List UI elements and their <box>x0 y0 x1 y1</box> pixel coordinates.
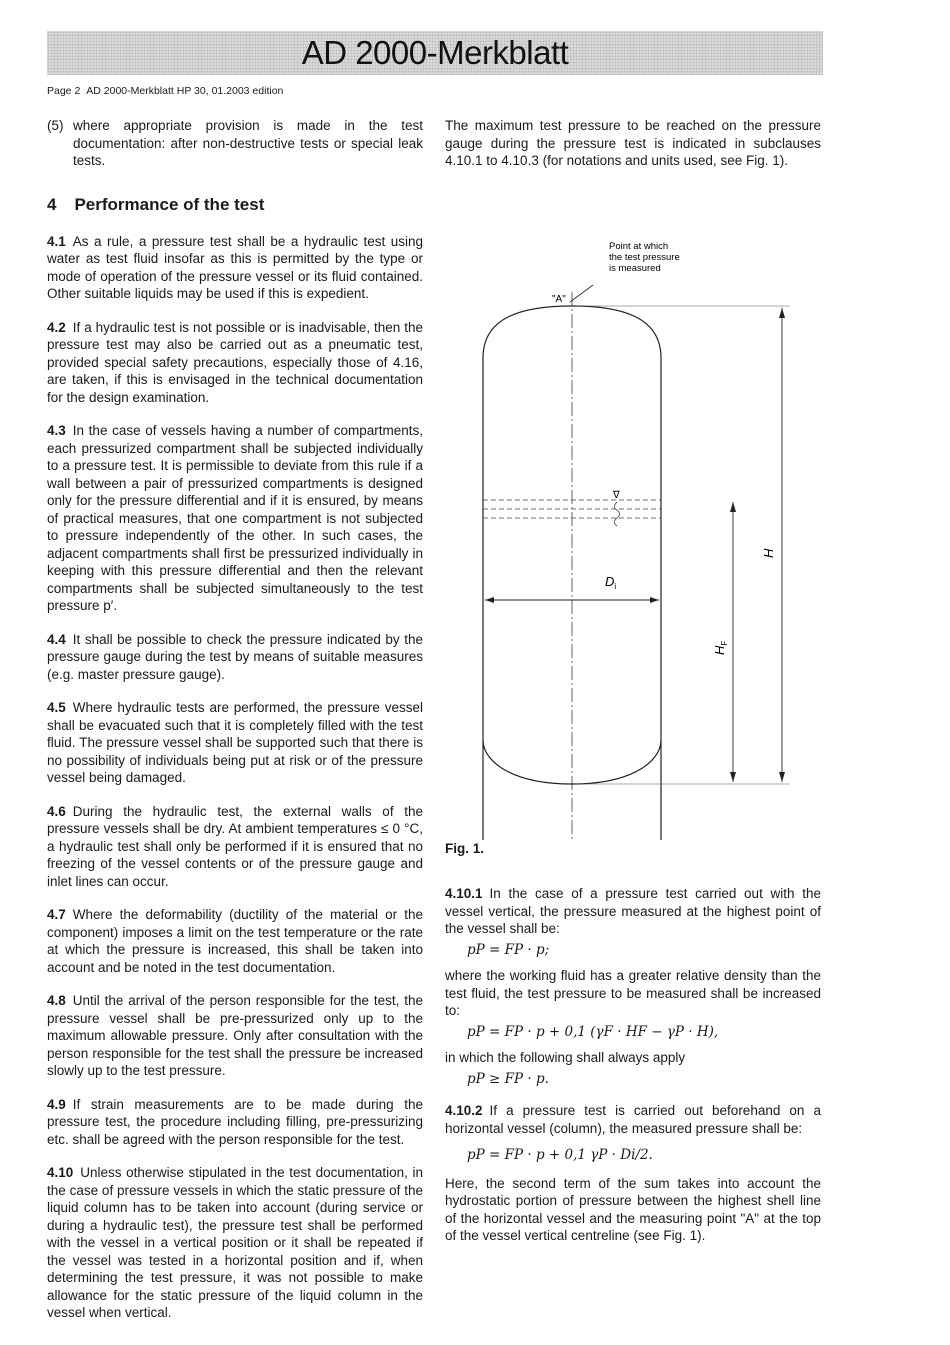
paragraph-4-1 <box>47 233 423 303</box>
text-always-apply: in which the following shall always apply <box>445 1050 686 1065</box>
paragraph-text: Until the arrival of the person responsible for the test, the pressure vessel shall be pre-pressurized only up to the maximum allowable pressure. Only after consultation with the person responsible for the test shall the pressure be increased slowly up to the test pressure. <box>47 993 423 1078</box>
paragraph-text: If strain measurements are to be made during the pressure test, the procedure including filling, pre-pressurizing etc. shall be agreed with the person responsible for the test. <box>47 1096 423 1147</box>
hf-label-sub: F <box>720 640 729 646</box>
left-column <box>47 117 423 1338</box>
di-arrow-left <box>485 597 494 603</box>
di-arrow-right <box>650 597 659 603</box>
di-label <box>605 574 616 591</box>
header-banner <box>47 31 823 75</box>
paragraph-number: 4.4 <box>47 631 66 647</box>
paragraph-number: 4.6 <box>47 803 66 819</box>
formula-1: pP = FP · p; <box>467 941 550 958</box>
paragraph-4-4 <box>47 631 423 684</box>
paragraph-4-7 <box>47 906 423 976</box>
paragraph-text: If a pressure test is carried out beforehand on a horizontal vessel (column), the measured pressure shall be: <box>445 1103 821 1136</box>
paragraph-number: 4.7 <box>47 907 66 922</box>
paragraph-4-10-1 <box>445 885 821 938</box>
paragraph-text: If a hydraulic test is not possible or is inadvisable, then the pressure test may also be carried out as a pneumatic test, provided special safety precautions, especially those of 4.16, are taken, if this is envisaged in the technical documentation for the design examination. <box>47 319 423 405</box>
paragraph-number: 4.3 <box>47 423 66 438</box>
document-reference: AD 2000-Merkblatt HP 30, 01.2003 edition <box>86 85 284 97</box>
hf-label <box>712 640 729 654</box>
di-label-sub: i <box>614 581 617 591</box>
figure-1 <box>445 180 821 840</box>
point-label-line-3: is measured <box>609 262 661 274</box>
paragraph-text: In the case of a pressure test carried out with the vessel vertical, the pressure measured at the highest point of the vessel shall be: <box>445 886 821 936</box>
level-break-mark <box>615 502 620 526</box>
hf-arrow-top <box>730 502 736 512</box>
liquid-level-mark: ∇ <box>613 489 620 501</box>
paragraph-text: Unless otherwise stipulated in the test documentation, in the case of pressure vessels in which the static pressure of the liquid column has to be taken into account (during service or during a hydraulic test), the pressure test shall be performed with the vessel in a vertical position or it shall be repeated if the vessel was tested in a horizontal position and if, when determining the test pressure, it was not possible to make allowance for the static pressure of the liquid column in the vessel when vertical. <box>47 1165 423 1320</box>
list-item-number: (5) <box>47 118 64 133</box>
section-number: 4 <box>47 194 57 214</box>
paragraph-4-3 <box>47 422 423 615</box>
h-label: H <box>761 548 776 558</box>
paragraph-text: In the case of vessels having a number of compartments, each pressurized compartment shall be subjected individually to a pressure test. It is permissible to deviate from this rule if a wall between a pair of pressurized compartments is designed only for the pressure differential and if it is ensured, by means of practical measures, that one compartment is not subjected to pressure independently of the other. In such cases, the adjacent compartments shall first be pressurized individually in keeping with this pressure differential and then the relevant compartments shall be subjected simultaneously to the test pressure p′. <box>47 423 423 613</box>
text-second-term: Here, the second term of the sum takes into account the hydrostatic portion of pressure between the highest shell line of the horizontal vessel and the measuring point "A" at the top of the vessel vertical centreline (see Fig. 1). <box>445 1175 821 1243</box>
paragraph-number: 4.10.1 <box>445 886 483 901</box>
paragraph-number: 4.10 <box>47 1165 74 1180</box>
point-a-leader <box>570 285 593 302</box>
paragraph-number: 4.10.2 <box>445 1103 483 1118</box>
page-number: Page 2 <box>47 85 81 97</box>
h-arrow-bottom <box>779 772 785 782</box>
paragraph-4-10 <box>47 1164 423 1322</box>
paragraph-4-8 <box>47 992 423 1080</box>
paragraph-text: During the hydraulic test, the external walls of the pressure vessels shall be dry. At ambient temperatures ≤ 0 °C, a hydraulic test shall only be performed if it is ensured that no freezing of the vessel contents or of the pressure gauge and inlet lines can occur. <box>47 803 423 889</box>
formula-3: pP ≥ FP · p. <box>467 1070 549 1087</box>
paragraph-text: As a rule, a pressure test shall be a hydraulic test using water as test fluid insofar as this is permitted by the type or mode of operation of the pressure vessel or its fluid contained. Other suitable liquids may be used if this is expedient. <box>47 233 423 301</box>
paragraph-4-10-2 <box>445 1102 821 1137</box>
intro-paragraph: The maximum test pressure to be reached on the pressure gauge during the pressure test is indicated in subclauses 4.10.1 to 4.10.3 (for notations and units used, see Fig. 1). <box>445 118 821 168</box>
paragraph-text: Where hydraulic tests are performed, the pressure vessel shall be evacuated such that it is completely filled with the test fluid. The pressure vessel shall be supported such that there is no possibility of individuals being put at risk or of the pressure vessel being damaged. <box>47 700 423 785</box>
hf-arrow-bottom <box>730 772 736 782</box>
paragraph-text: Where the deformability (ductility of the material or the component) imposes a limit on the test temperature or the rate at which the pressure is increased, this shall be taken into account and be noted in the test documentation. <box>47 907 423 975</box>
h-arrow-top <box>779 308 785 318</box>
page-reference <box>47 85 289 97</box>
paragraph-4-6 <box>47 803 423 891</box>
paragraph-4-2 <box>47 319 423 407</box>
formula-4: pP = FP · p + 0,1 γP · Di/2. <box>467 1147 653 1163</box>
header-title: AD 2000-Merkblatt <box>301 34 569 71</box>
section-title: Performance of the test <box>74 194 265 214</box>
paragraph-number: 4.2 <box>47 319 66 335</box>
paragraph-4-5 <box>47 699 423 787</box>
formula-2: pP = FP · p + 0,1 (γF · HF − γP · H), <box>467 1023 719 1040</box>
point-a-label: "A" <box>552 293 566 305</box>
paragraph-number: 4.8 <box>47 993 66 1008</box>
list-item-5 <box>47 117 423 170</box>
paragraph-number: 4.5 <box>47 700 66 715</box>
paragraph-number: 4.1 <box>47 233 66 249</box>
vessel-diagram <box>445 180 821 840</box>
hf-label-main: H <box>712 645 727 655</box>
list-item-text: where appropriate provision is made in the test documentation: after non-destructive tests or special leak tests. <box>73 118 423 168</box>
di-label-main: D <box>605 573 615 589</box>
figure-caption: Fig. 1. <box>445 840 485 856</box>
point-label-line-2: the test pressure <box>609 251 680 263</box>
point-label-line-1: Point at which <box>609 240 669 252</box>
paragraph-4-9 <box>47 1096 423 1149</box>
text-working-fluid: where the working fluid has a greater relative density than the test fluid, the test pressure to be measured shall be increased to: <box>445 968 821 1018</box>
paragraph-text: It shall be possible to check the pressure indicated by the pressure gauge during the test by means of suitable measures (e.g. master pressure gauge). <box>47 631 423 682</box>
section-heading <box>47 195 423 215</box>
paragraph-number: 4.9 <box>47 1096 66 1112</box>
right-column <box>445 117 821 1261</box>
